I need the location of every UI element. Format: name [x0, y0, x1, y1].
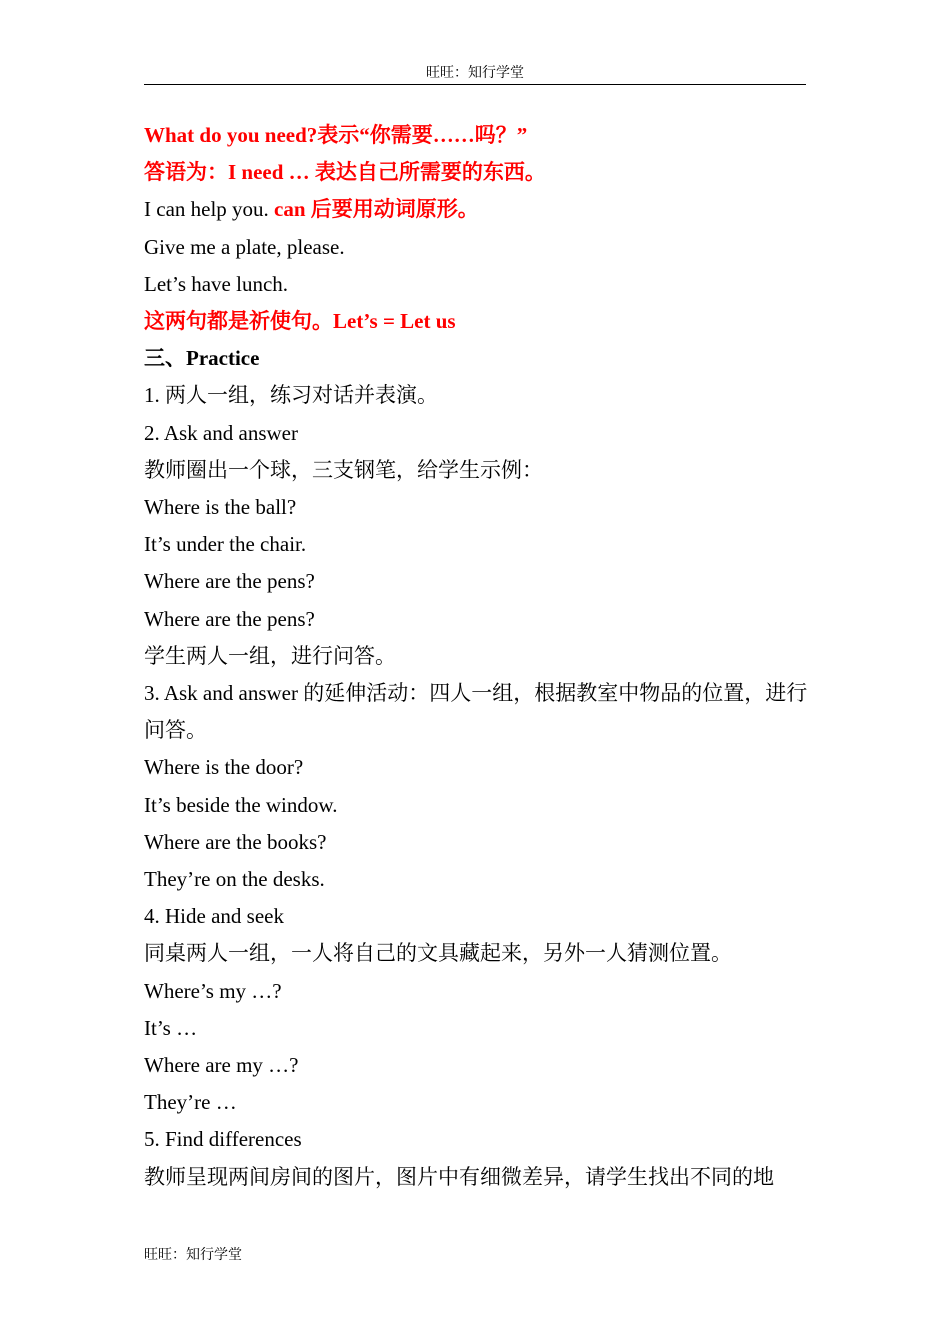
- practice-item-4: 4. Hide and seek: [144, 904, 284, 929]
- sentence-text: I can help you.: [144, 197, 275, 222]
- page-header: 旺旺：知行学堂: [144, 66, 806, 85]
- sentence-give-me-a-plate: Give me a plate, please.: [144, 234, 345, 259]
- dialogue-line: Where is the door?: [144, 755, 304, 780]
- dialogue-line: Where are the pens?: [144, 606, 315, 631]
- note-what-do-you-need: What do you need?表示“你需要……吗？”: [144, 123, 528, 147]
- document-body: [144, 117, 809, 1196]
- practice-5-instruction: 教师呈现两间房间的图片，图片中有细微差异，请学生找出不同的地: [144, 1164, 774, 1189]
- dialogue-line: They’re …: [144, 1090, 237, 1115]
- practice-item-1: 1. 两人一组，练习对话并表演。: [144, 383, 438, 408]
- section-heading-practice: 三、Practice: [144, 346, 260, 371]
- sentence-lets-have-lunch: Let’s have lunch.: [144, 271, 289, 296]
- practice-2-note: 学生两人一组，进行问答。: [144, 643, 396, 668]
- sentence-i-can-help-you: [144, 191, 809, 228]
- dialogue-line: They’re on the desks.: [144, 867, 325, 892]
- note-imperative: 这两句都是祈使句。Let’s = Let us: [144, 309, 456, 334]
- practice-2-instruction: 教师圈出一个球，三支钢笔，给学生示例：: [144, 457, 543, 482]
- dialogue-line: Where’s my …?: [144, 978, 282, 1003]
- note-can-verb: can 后要用动词原形。: [274, 197, 479, 222]
- practice-4-instruction: 同桌两人一组，一人将自己的文具藏起来，另外一人猜测位置。: [144, 941, 732, 966]
- practice-item-2: 2. Ask and answer: [144, 420, 298, 445]
- page-footer: 旺旺：知行学堂: [144, 1248, 242, 1263]
- dialogue-line: Where is the ball?: [144, 495, 297, 520]
- dialogue-line: Where are the books?: [144, 829, 327, 854]
- practice-item-3: 3. Ask and answer 的延伸活动：四人一组，根据教室中物品的位置，进行问答。: [144, 681, 808, 743]
- dialogue-line: Where are the pens?: [144, 569, 315, 594]
- dialogue-line: Where are my …?: [144, 1053, 299, 1078]
- dialogue-line: It’s …: [144, 1015, 198, 1040]
- practice-item-5: 5. Find differences: [144, 1127, 302, 1152]
- dialogue-line: It’s beside the window.: [144, 792, 338, 817]
- dialogue-line: It’s under the chair.: [144, 532, 307, 557]
- note-answer-i-need: 答语为：I need … 表达自己所需要的东西。: [144, 160, 546, 185]
